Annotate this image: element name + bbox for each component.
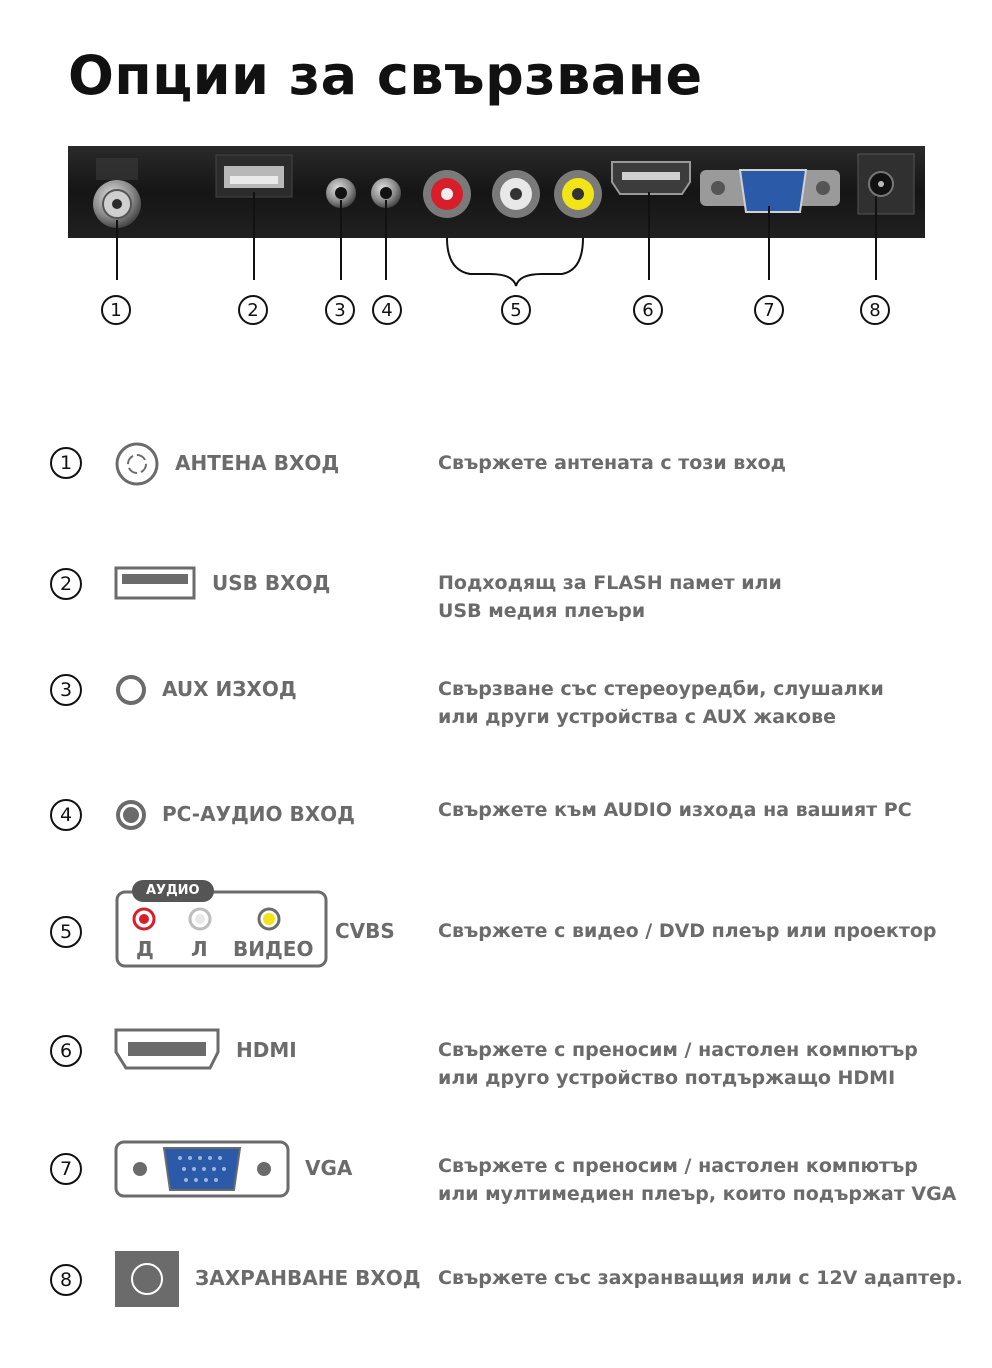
row-desc-5: Свържете с видео / DVD плеър или проектор [438,920,937,942]
row-desc-3: Свързване със стереоуредби, слушалки или други устройства с AUX жакове [438,678,884,728]
page-title: Опции за свързване [68,44,703,107]
row-number-1: 1 [50,447,82,479]
rca-audio-label: АУДИО [146,883,200,898]
antenna-port [93,158,141,228]
row-desc-8: Свържете със захранващия или с 12V адаптер. [438,1267,963,1289]
row-number-7: 7 [50,1153,82,1185]
row-number-2: 2 [50,568,82,600]
row-label-2: USB ВХОД [212,571,331,595]
rca-left-label: Л [191,937,208,961]
hdmi-icon [114,1028,222,1072]
antenna-icon [114,441,160,487]
row-desc-1: Свържете антената с този вход [438,452,786,474]
tv-back-panel [0,140,992,340]
panel-number-3: 3 [325,295,355,325]
row-label-1: АНТЕНА ВХОД [175,451,340,475]
row-label-8: ЗАХРАНВАНЕ ВХОД [195,1266,421,1290]
row-label-5: CVBS [335,919,395,943]
rca-ports [423,170,602,218]
rca-video-label: ВИДЕО [233,937,314,961]
pc-audio-icon [114,798,148,832]
row-label-4: PC-АУДИО ВХОД [162,802,355,826]
panel-number-7: 7 [754,295,784,325]
row-label-7: VGA [305,1156,353,1180]
row-number-3: 3 [50,674,82,706]
usb-port [216,155,292,197]
row-label-3: AUX ИЗХОД [162,677,297,701]
panel-number-8: 8 [860,295,890,325]
power-icon [115,1251,179,1307]
panel-number-1: 1 [101,295,131,325]
rca-right-label: Д [136,937,154,961]
row-label-6: HDMI [236,1038,297,1062]
row-desc-6: Свържете с преносим / настолен компютър или друго устройство потдържащо HDMI [438,1039,918,1089]
panel-number-4: 4 [372,295,402,325]
hdmi-port [612,162,690,194]
panel-number-2: 2 [238,295,268,325]
row-number-4: 4 [50,799,82,831]
power-port [858,154,914,214]
row-desc-7: Свържете с преносим / настолен компютър или мултимедиен плеър, които подържат VGA [438,1155,957,1205]
row-number-5: 5 [50,916,82,948]
vga-icon [114,1140,290,1198]
row-number-6: 6 [50,1035,82,1067]
row-number-8: 8 [50,1264,82,1296]
usb-icon [114,566,196,600]
aux-icon [114,673,148,707]
vga-port [700,170,840,212]
row-desc-2: Подходящ за FLASH памет или USB медия плеъри [438,572,782,622]
panel-number-6: 6 [633,295,663,325]
panel-number-5: 5 [501,295,531,325]
row-desc-4: Свържете към AUDIO изхода на вашият PC [438,799,912,821]
